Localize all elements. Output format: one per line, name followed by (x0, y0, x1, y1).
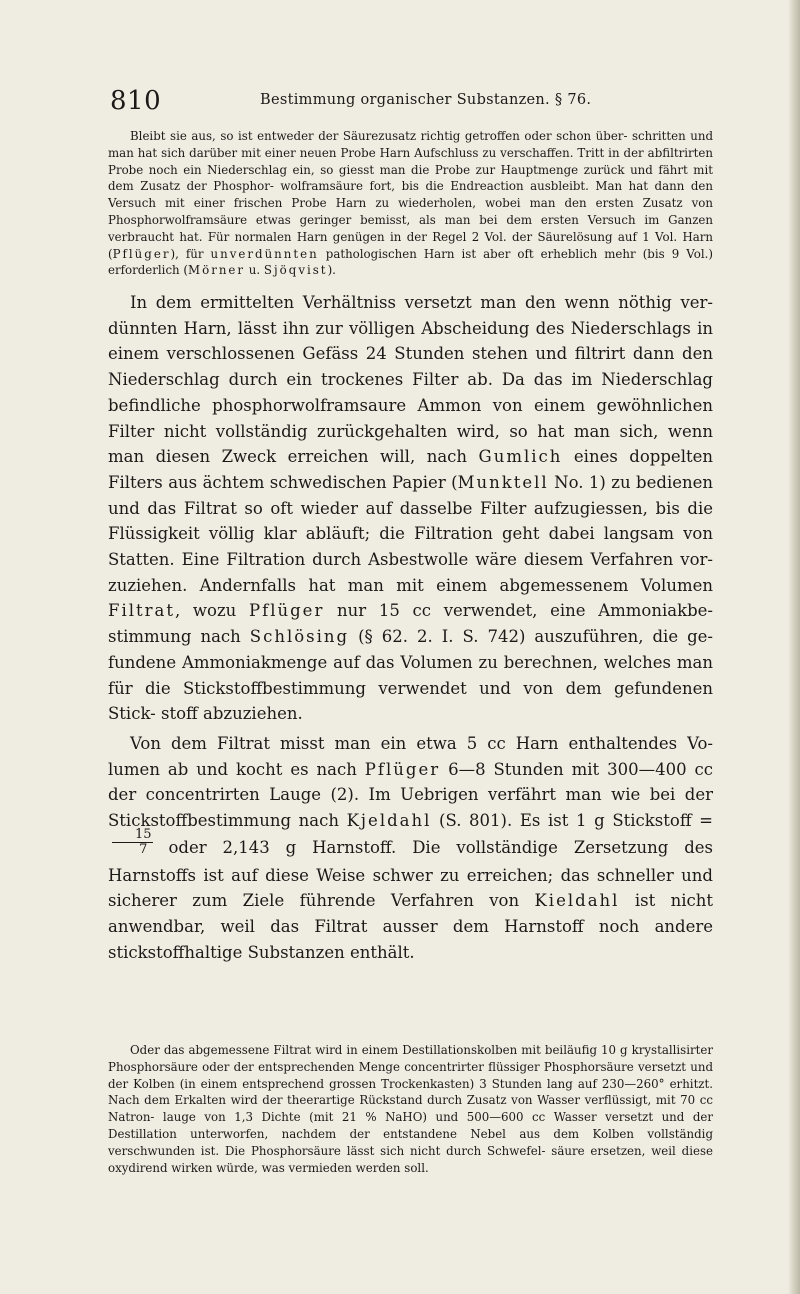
note-line: einer frischen Probe Harn zu wiederholen, wobei man den ersten Zusatz von (193, 196, 713, 211)
main-text (108, 290, 713, 966)
note-line: u. (245, 263, 264, 278)
note-line: Bleibt sie aus, so ist entweder der Säurezusatz richtig getroffen oder schon über- (130, 129, 628, 143)
note-line: flüssiger Phosphorsäure versetzt und der Kolben (in einem entsprechend grossen (108, 1059, 714, 1091)
author-name: Pflüger (112, 246, 171, 261)
author-name: Pflüger (249, 601, 325, 621)
text-line: Statten. Eine Filtration durch Asbestwolle wäre diesem Verfahren vor- (108, 550, 713, 570)
text-line: oder 2,143 g Harnstoff. Die vollständige Zersetzung des Harnstoffs ist (108, 837, 714, 885)
text-line: befindliche phosphorwolframsaure Ammon von einem gewöhnlichen Filter (108, 395, 713, 441)
note-line: der Destillation unterworfen, nachdem der entstandene Nebel aus dem Kolben (108, 1110, 714, 1141)
top-note (108, 128, 713, 279)
text-line: Niederschlag durch ein trockenes Filter ab. Da das im Niederschlag (108, 370, 713, 390)
text-line: eines doppelten Filters (108, 447, 713, 492)
text-line: , wozu (175, 601, 249, 621)
text-line: (§ 62. 2. I. S. 742) auszuführen, die ge- (349, 627, 713, 647)
paragraph-2 (108, 731, 713, 966)
note-line: man die Probe zur Hauptmenge zurück und fährt mit dem Zusatz der Phosphor- (108, 162, 713, 194)
note-line: wolframsäure fort, bis die Endreaction ausbleibt. Man hat dann den Versuch mit (108, 179, 713, 211)
fraction-denominator: 7 (139, 841, 148, 857)
fraction (112, 828, 153, 857)
author-name: Kieldahl (534, 891, 620, 911)
note-line: Trockenkasten) 3 Stunden lang auf 230—260° erhitzt. Nach dem Erkalten wird (108, 1076, 714, 1108)
note-line: Harn ist aber oft erheblich mehr (bis 9 Vol.) erforderlich ( (108, 246, 713, 278)
note-line: 10 g krystallisirter Phosphorsäure oder der entsprechenden Menge concentrirter (108, 1043, 713, 1074)
note-line: säure ersetzen, weil diese oxydirend wirken würde, was vermieden werden soll. (108, 1143, 713, 1175)
text-line: für die Stickstoffbestimmung verwendet und von dem gefundenen Stick- (108, 678, 713, 724)
text-line: Flüssigkeit völlig klar abläuft; die Filtration geht dabei langsam von (108, 524, 713, 544)
note-line: verschaffen. Tritt in der abfiltrirten Probe noch ein Niederschlag ein, so giesst (108, 145, 713, 177)
author-name: Pflüger (364, 759, 441, 779)
note-line: ). (327, 263, 336, 278)
note-line: im Ganzen verbraucht hat. Für normalen Harn genügen in der Regel 2 Vol. der (108, 212, 713, 244)
text-line: In dem ermittelten Verhältniss versetzt man den wenn nöthig ver- (130, 293, 713, 312)
text-line: das Filtrat ausser dem Harnstoff noch andere stickstoffhaltige Substanzen (108, 917, 714, 962)
author-name: Munktell (457, 472, 549, 492)
emphasis-word: Filtrat (108, 601, 175, 621)
top-note-paragraph (108, 128, 713, 279)
text-line: stimmung nach (108, 627, 250, 647)
note-line: pathologischen (318, 246, 417, 261)
text-line: diesen Zweck erreichen will, nach (155, 447, 479, 467)
text-line: Von dem Filtrat misst man ein etwa 5 cc Harn enthaltendes Vo- (130, 733, 713, 753)
text-line: fundene Ammoniakmenge auf das Volumen zu berechnen, welches man (108, 652, 713, 672)
author-name: Sjöqvist (263, 263, 328, 278)
text-line: lumen ab und kocht es nach (108, 759, 365, 779)
fraction-numerator: 15 (112, 828, 153, 843)
author-name: Schlösing (249, 627, 350, 647)
running-head: Bestimmung organischer Substanzen. § 76. (260, 92, 592, 108)
note-line: lauge von 1,3 Dichte (mit 21 % NaHO) und 500—600 cc Wasser versetzt und (162, 1110, 685, 1125)
text-line: einem verschlossenen Gefäss 24 Stunden stehen und filtrirt dann den (108, 344, 713, 364)
text-line: auf diese Weise schwer zu erreichen; das schneller und sicherer zum (108, 865, 713, 911)
text-line: dünnten Harn, lässt ihn zur völligen Abscheidung des Niederschlags in (108, 318, 713, 338)
text-line: zuziehen. Andernfalls hat man mit einem abgemessenem Volumen (108, 575, 713, 595)
text-line: 6—8 Stunden mit 300—400 cc (440, 759, 713, 779)
text-line: der concentrirten Lauge (2). Im Uebrigen verfährt man wie bei der (108, 785, 713, 805)
text-line: enthält. (349, 942, 415, 962)
paragraph-1 (108, 290, 713, 727)
text-line: (S. 801). Es ist 1 g Stickstoff = (431, 811, 713, 831)
bottom-note (108, 1042, 713, 1176)
note-line: schritten und man hat sich darüber mit einer neuen Probe Harn Aufschluss zu (108, 129, 713, 160)
author-name: Kjeldahl (346, 811, 432, 831)
note-line: Säurelösung auf 1 Vol. Harn ( (108, 229, 714, 261)
text-line: ist nicht anwendbar, weil (108, 891, 713, 937)
text-line: stoff abzuziehen. (161, 704, 303, 724)
bottom-note-paragraph (108, 1042, 713, 1176)
page-number: 810 (110, 86, 162, 116)
text-line: Stickstoffbestimmung nach (108, 811, 347, 831)
author-name: Gumlich (478, 447, 563, 467)
note-line: der theerartige Rückstand durch Zusatz von Wasser verflüssigt, mit 70 cc Natron- (108, 1093, 713, 1125)
author-name: Mörner (188, 263, 246, 278)
note-line: ), für (170, 246, 211, 261)
note-line: Oder das abgemessene Filtrat wird in einem Destillationskolben mit beiläufig (130, 1043, 598, 1057)
page-edge-shadow (788, 0, 800, 1294)
text-line: nur 15 cc verwendet, eine Ammoniakbe- (324, 601, 713, 621)
page-header (110, 86, 710, 122)
text-line: aus ächtem schwedischen Papier ( (168, 472, 458, 492)
text-line: nicht vollständig zurückgehalten wird, so hat man sich, wenn man (108, 421, 714, 467)
text-line: und das Filtrat so oft wieder auf dasselbe Filter aufzugiessen, bis die (108, 498, 713, 518)
text-line: No. 1) zu bedienen (548, 472, 714, 492)
note-line: Phosphorwolframsäure etwas geringer bemisst, als man bei dem ersten Versuch (108, 212, 636, 227)
emphasis-word: unverdünnten (210, 246, 319, 261)
note-line: vollständig verschwunden ist. Die Phosphorsäure lässt sich nicht durch Schwefel- (108, 1126, 713, 1158)
text-line: Ziele führende Verfahren von (242, 891, 535, 911)
